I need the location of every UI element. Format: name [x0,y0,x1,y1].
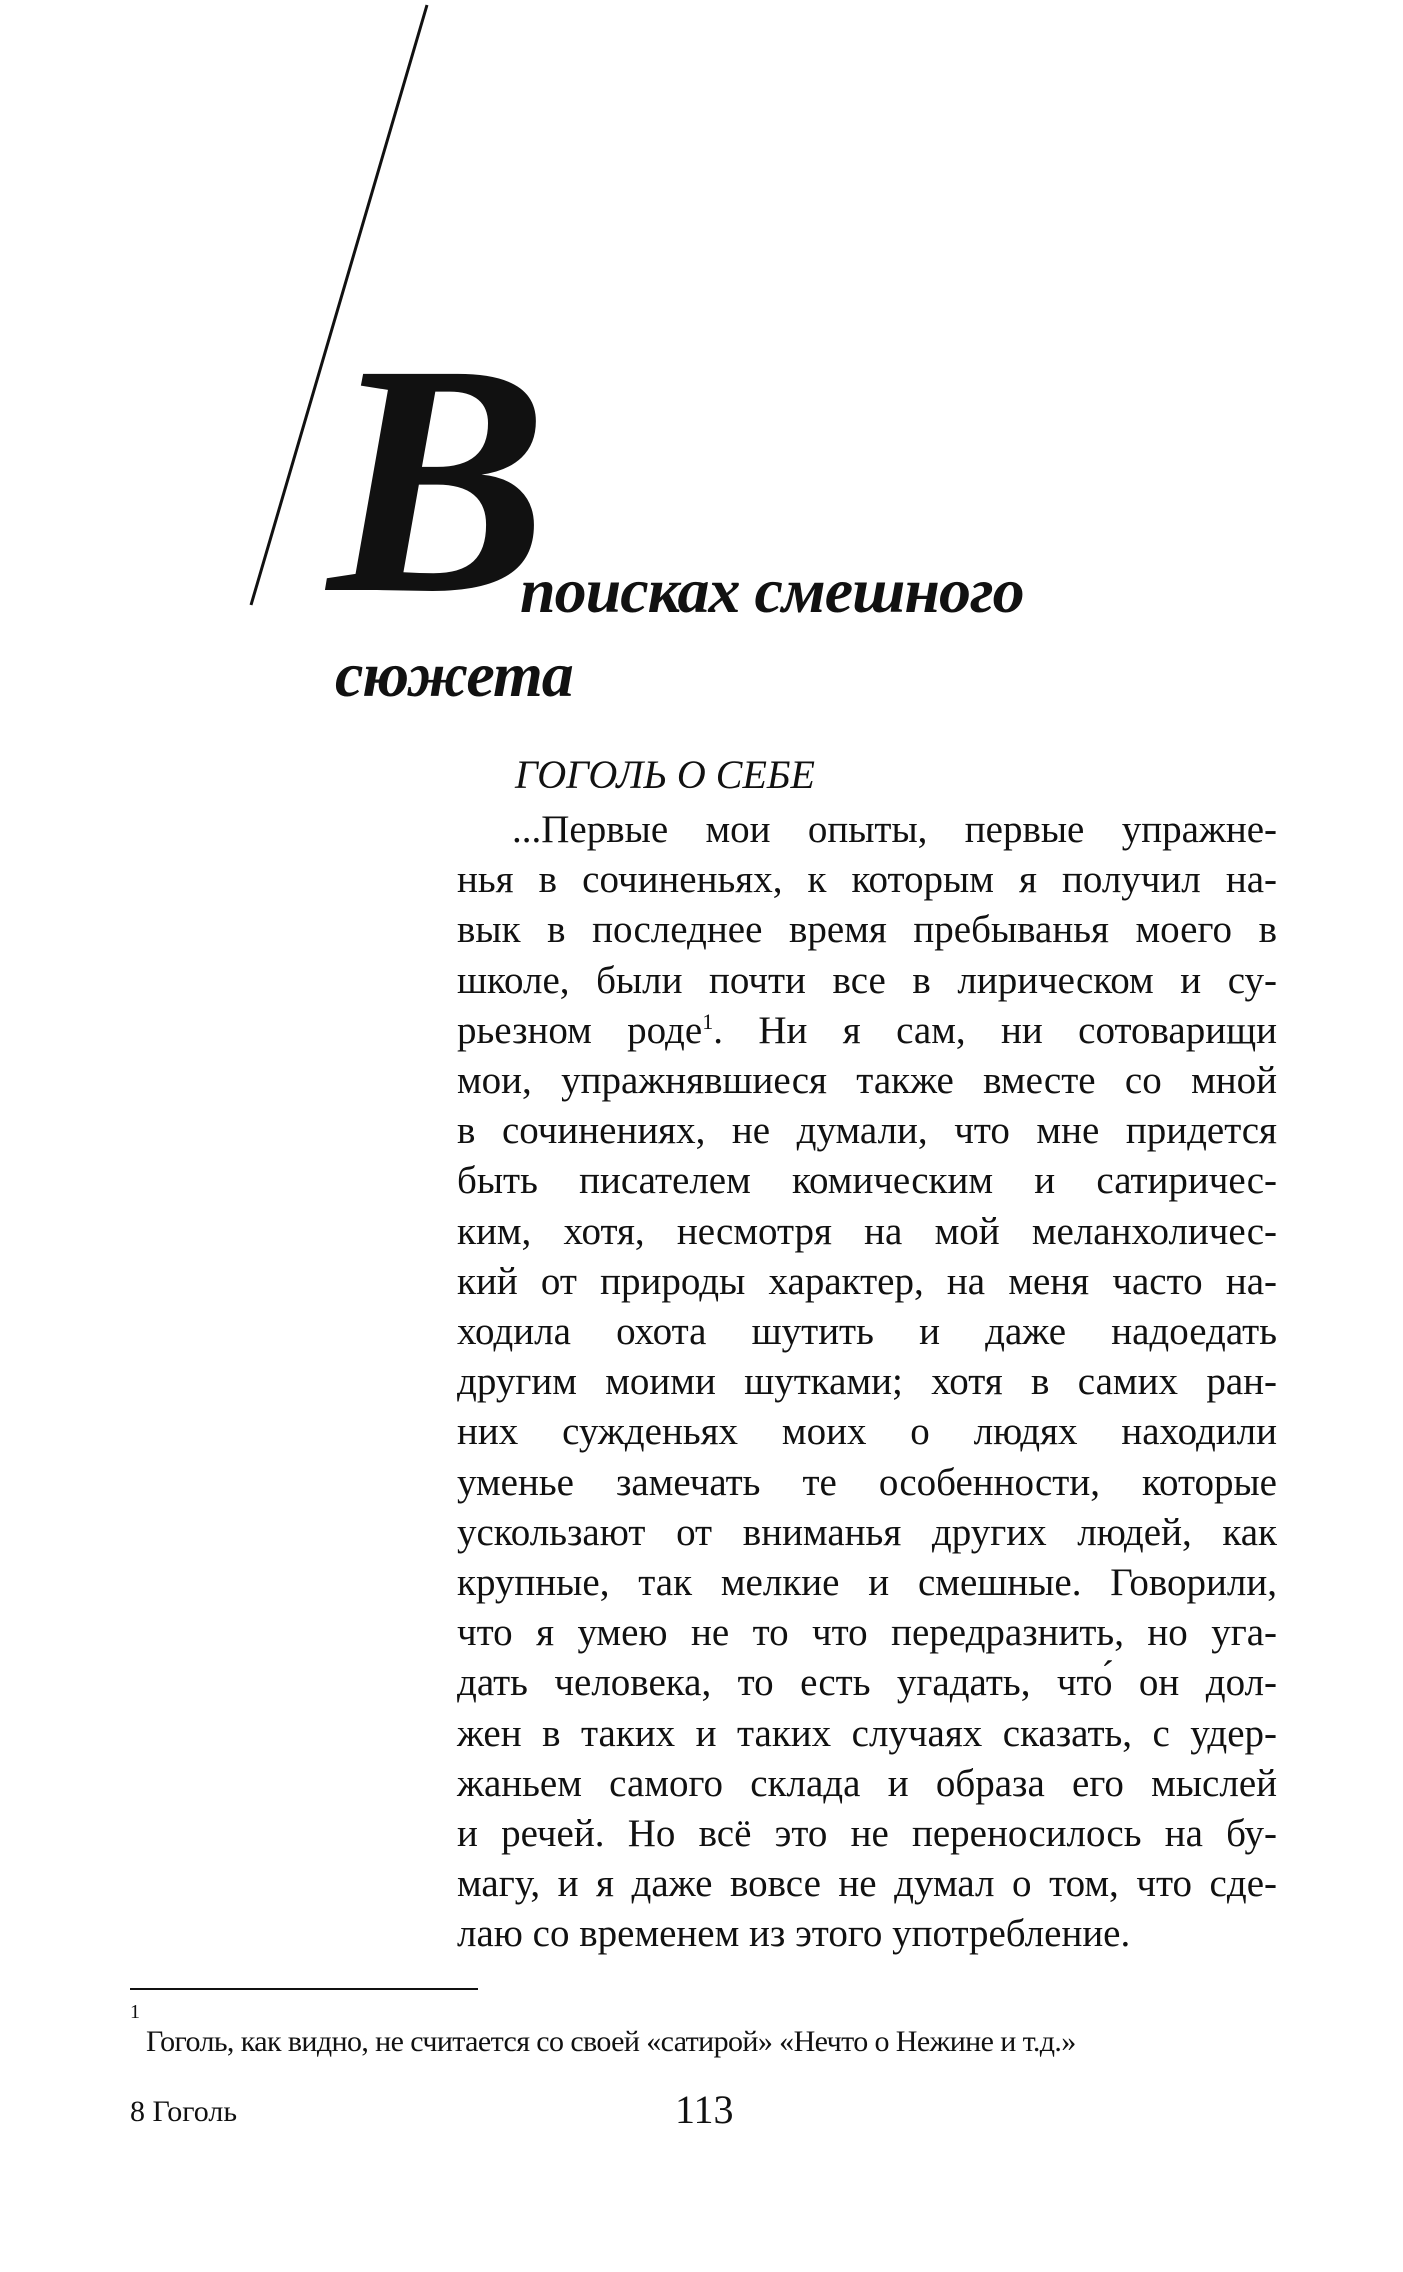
page-number: 113 [675,2087,734,2132]
body-line: ускользают от вниманья других людей, как [457,1510,1277,1554]
chapter-title-line-1: поисках смешного [520,555,1024,626]
footnote-divider [130,1988,478,1990]
body-line: другим моими шутками; хотя в самих ран- [457,1360,1277,1404]
body-line: что я умею не то что передразнить, но уга- [457,1611,1277,1655]
footnote-reference: 1 [702,1008,714,1034]
section-heading: ГОГОЛЬ О СЕБЕ [515,752,815,797]
body-line: жаньем самого склада и образа его мыслей [457,1761,1277,1805]
body-line: жен в таких и таких случаях сказать, с удер- [457,1711,1277,1755]
body-line: них сужденьях моих о людях находили [457,1410,1277,1454]
body-line: вык в последнее время пребыванья моего в [457,908,1277,952]
body-line: кий от природы характер, на меня часто на- [457,1259,1277,1303]
body-line: ким, хотя, несмотря на мой меланхоличес- [457,1209,1277,1253]
printer-signature: 8 Гоголь [130,2095,238,2128]
body-line: и речей. Но всё это не переносилось на бу- [457,1812,1277,1856]
body-line: школе, были почти все в лирическом и су- [457,958,1277,1002]
body-line: уменье замечать те особенности, которые [457,1460,1277,1504]
body-line: мои, упражнявшиеся также вместе со мной [457,1059,1277,1103]
body-line: крупные, так мелкие и смешные. Говорили, [457,1561,1277,1605]
body-text [457,805,1277,1960]
chapter-title-line-2: сюжета [335,639,573,710]
body-line-part: рьезном роде [457,1008,703,1052]
body-line: ходила охота шутить и даже надоедать [457,1310,1277,1354]
body-line: дать человека, то есть угадать, что́ он дол- [457,1661,1277,1705]
body-line: магу, и я даже вовсе не думал о том, что сде- [457,1862,1277,1906]
chapter-drop-cap: В [328,297,539,662]
footnote-text: Гоголь, как видно, не считается со своей «сатирой» «Нечто о Нежине и т.д.» [146,2025,1076,2058]
body-line [457,1006,1277,1056]
body-line: нья в сочиненьях, к которым я получил на- [457,858,1277,902]
body-line: в сочинениях, не думали, что мне придется [457,1109,1277,1153]
footnote-marker: 1 [130,2001,140,2023]
body-line: ...Первые мои опыты, первые упражне- [512,808,1277,851]
body-line: быть писателем комическим и сатиричес- [457,1159,1277,1203]
body-line-part: . Ни я сам, ни сотоварищи [713,1008,1277,1052]
body-line: лаю со временем из этого употребление. [457,1912,1131,1956]
